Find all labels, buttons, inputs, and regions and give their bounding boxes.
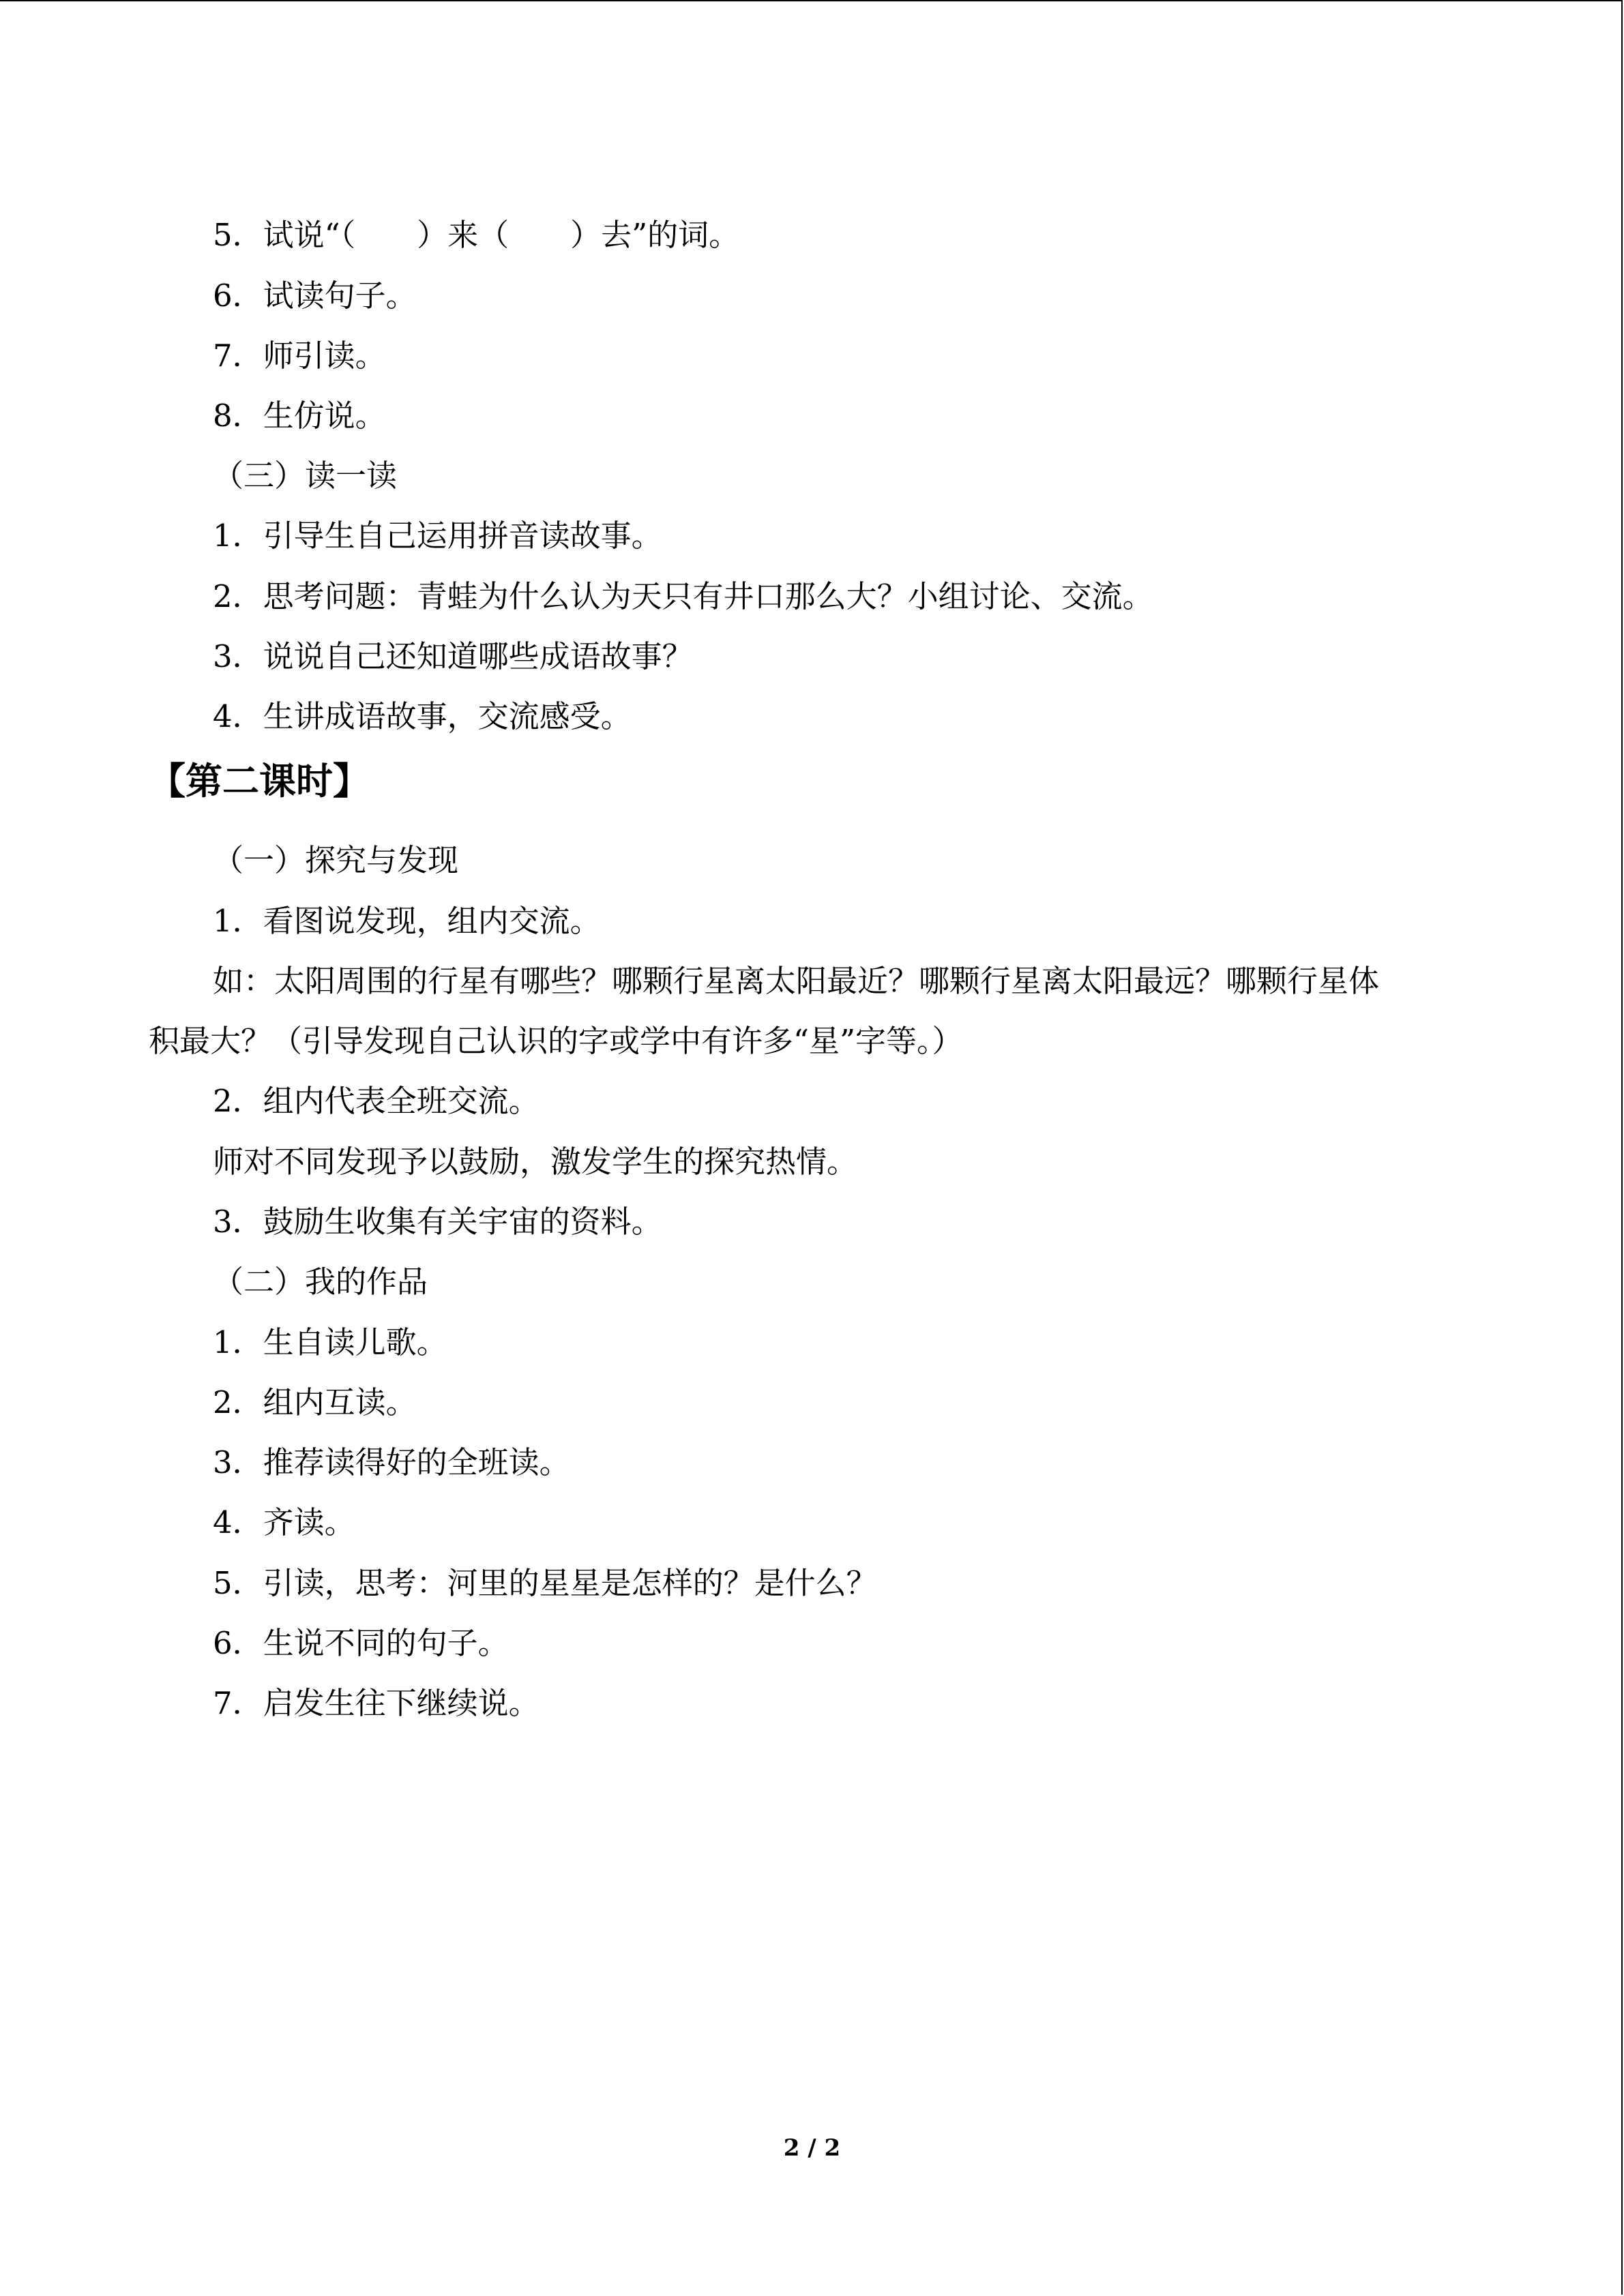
section-1-note: 师对不同发现予以鼓励，激发学生的探究热情。	[213, 1144, 858, 1180]
section-2-item: 5．引读，思考：河里的星星是怎样的？是什么？	[213, 1565, 877, 1601]
section-2-item: 4．齐读。	[213, 1504, 355, 1540]
section-1-item: 1．看图说发现，组内交流。	[213, 903, 601, 939]
section-2-item: 6．生说不同的句子。	[213, 1625, 509, 1661]
section-1-item: 3．鼓励生收集有关宇宙的资料。	[213, 1204, 662, 1240]
section-2-item: 7．启发生往下继续说。	[213, 1685, 540, 1721]
item-6: 6．试读句子。	[213, 278, 417, 314]
section-2-title: （二）我的作品	[213, 1264, 428, 1300]
section-3-item: 3．说说自己还知道哪些成语故事？	[213, 638, 693, 674]
item-5: 5．试说“（ ）来（ ）去”的词。	[213, 217, 740, 253]
section-3-item: 2．思考问题：青蛙为什么认为天只有井口那么大？小组讨论、交流。	[213, 578, 1153, 614]
section-3-item: 1．引导生自己运用拼音读故事。	[213, 518, 662, 554]
section-2-item: 2．组内互读。	[213, 1384, 417, 1420]
page-number: 2 / 2	[783, 2134, 841, 2162]
section-1-example-line: 如：太阳周围的行星有哪些？哪颗行星离太阳最近？哪颗行星离太阳最远？哪颗行星体	[213, 963, 1380, 999]
section-1-title: （一）探究与发现	[213, 842, 459, 878]
item-8: 8．生仿说。	[213, 398, 386, 434]
section-2-item: 1．生自读儿歌。	[213, 1324, 447, 1360]
section-2-item: 3．推荐读得好的全班读。	[213, 1444, 570, 1480]
lesson-heading: 【第二课时】	[149, 759, 370, 803]
section-3-title: （三）读一读	[213, 458, 398, 494]
item-7: 7．师引读。	[213, 338, 386, 374]
section-1-example-line: 积最大？（引导发现自己认识的字或学中有许多“星”字等。）	[149, 1023, 963, 1059]
section-3-item: 4．生讲成语故事，交流感受。	[213, 698, 632, 734]
section-1-item: 2．组内代表全班交流。	[213, 1083, 540, 1119]
